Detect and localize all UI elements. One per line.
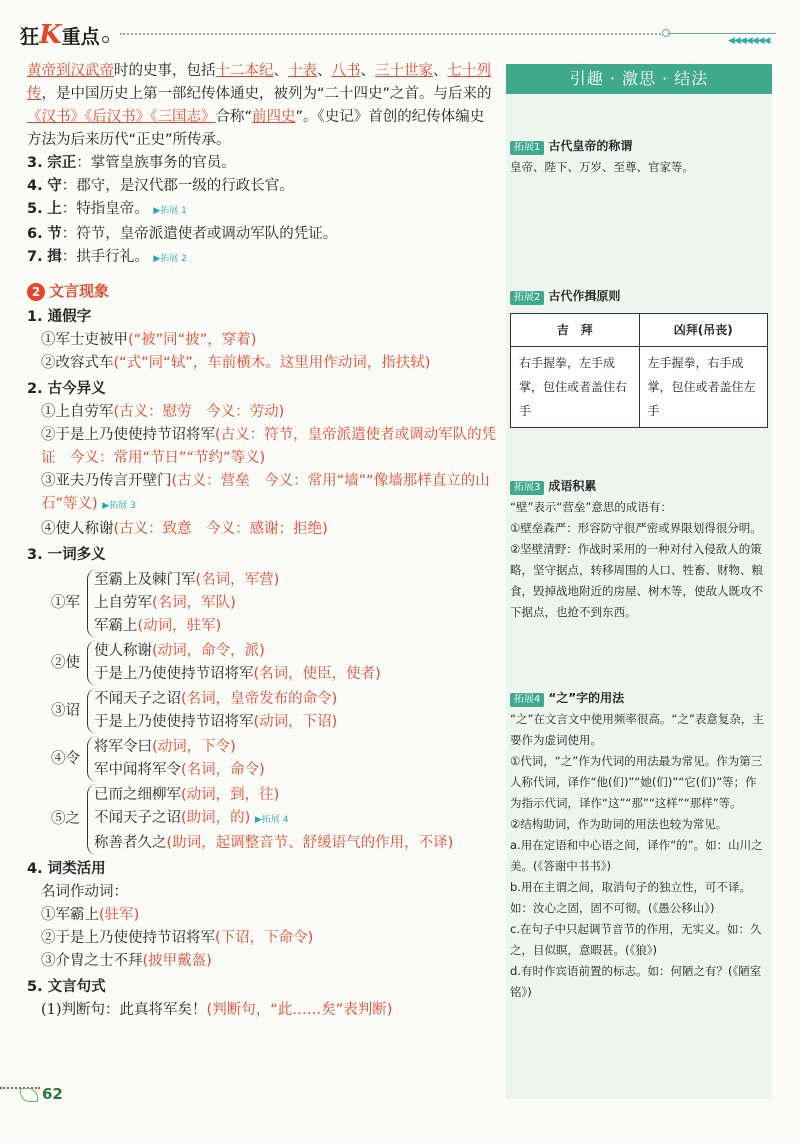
sidebar-banner: 引趣 · 激思 · 结法: [506, 64, 772, 94]
polysemy-row: 使人称谢(动词，命令，派): [94, 643, 265, 659]
subheading: 4. 词类活用: [27, 861, 106, 877]
polysemy-group: [51, 640, 497, 686]
polysemy-word: ①军: [51, 595, 80, 611]
intro-paragraph: 黄帝到汉武帝时的史事，包括十二本纪、十表、八书、三十世家、七十列传，是中国历史上第一部纪传体通史，被列为“二十四史”之首。与后来的《汉书》《后汉书》《三国志》合称“前四史”。《史记》首创的纪传体编史方法为后来历代“正史”所传承。: [27, 63, 492, 148]
example-line: ①上自劳军(古义：慰劳 今义：劳动): [41, 404, 285, 420]
polysemy-row: 军霸上(动词，驻军): [94, 618, 222, 634]
logo-char: 狂: [20, 26, 40, 48]
bow-etiquette-table: 吉 拜 凶拜(吊丧) 右手握拳，左手成掌，包住或者盖住右手 左手握拳，右手成掌，包住或者盖住左手: [510, 313, 768, 428]
logo-text: 重点: [61, 26, 100, 48]
example-line: ②于是上乃使使持节诏将军(古义：符节，皇帝派遣使者或调动军队的凭证 今义：常用“节日”“节约”等义): [41, 427, 497, 466]
polysemy-row: 上自劳军(名词，军队): [94, 595, 236, 611]
polysemy-brace: [87, 784, 453, 855]
sidebar-panel: [506, 64, 772, 1099]
logo-k: K: [39, 20, 62, 50]
brand-logo: [20, 20, 109, 50]
polysemy-brace: [87, 736, 265, 782]
extension-tag: 拓展4: [510, 693, 544, 707]
example-line: ①军霸上(驻军): [41, 907, 140, 923]
polysemy-word: ⑤之: [51, 811, 80, 827]
definition-item: 7. 揖：拱手行礼。 ▶拓展 2: [27, 249, 187, 265]
polysemy-word: ②使: [51, 654, 80, 671]
example-line: (1)判断句：此真将军矣！(判断句，“此……矣”表判断): [41, 1002, 393, 1018]
polysemy-row: 已而之细柳军(动词，到，往): [94, 787, 280, 803]
example-line: ②改容式车(“式”同“轼”，车前横木。这里用作动词，指扶轼): [41, 355, 431, 371]
definition-item: 4. 守：郡守，是汉代郡一级的行政长官。: [27, 178, 294, 194]
example-line: ①军士吏被甲(“被”同“披”，穿着): [41, 332, 257, 348]
definition-item: 6. 节：符节，皇帝派遣使者或调动军队的凭证。: [27, 226, 338, 242]
extension-box-4: 拓展4 “之”字的用法 “之”在文言文中使用频率很高。“之”表意复杂，主要作为虚词使用。 ①代词，“之”作为代词的用法最为常见。作为第三人称代词，译作“他(们)”“她(们)”“它(们)”等；作为指示代词，译作“这”“那”“这样”“那样”等。 ②结构助词，作为助词的用法也较为常见。 a.用在定语和中心语之间，译作“的”。如：山川之美。(《答谢中书书》) b.用在主谓之间，取消句子的独立性，可不译。如：汝心之固，固不可彻。(《愚公移山》) c.在句子中只起调节音节的作用，无实义。如：久之，目似瞑，意暇甚。(《狼》) d.有时作宾语前置的标志。如：何陋之有？(《陋室铭》): [510, 691, 764, 999]
polysemy-row: 于是上乃使使持节诏将军(动词，下诏): [94, 714, 338, 730]
page-number: 62: [42, 1085, 63, 1103]
extension-tag: 拓展2: [510, 291, 544, 305]
extension-link[interactable]: ▶拓展 4: [254, 815, 289, 825]
polysemy-row: 军中闻将军令(名词，命令): [94, 762, 265, 778]
polysemy-word: ④令: [51, 750, 80, 767]
polysemy-row: 不闻天子之诏(助词，的) ▶拓展 4: [94, 810, 289, 826]
left-column: [27, 60, 497, 1022]
polysemy-word: ③诏: [51, 702, 80, 719]
section-badge-icon: 2: [27, 283, 45, 301]
subheading: 2. 古今异义: [27, 381, 106, 397]
definition-item: 5. 上：特指皇帝。 ▶拓展 1: [27, 201, 187, 217]
header-dotted-rule: [120, 33, 665, 35]
polysemy-group: [51, 569, 497, 638]
polysemy-row: 称善者久之(助词，起调整音节、舒缓语气的作用，不译): [94, 835, 454, 851]
polysemy-brace: [87, 569, 279, 638]
extension-box-3: 拓展3 成语积累 “壁”表示“营垒”意思的成语有： ①壁垒森严：形容防守很严密或界限划得很分明。 ②坚壁清野：作战时采用的一种对付入侵敌人的策略，坚守据点，转移周围的人口、牲畜、财物、粮食，毁掉战地附近的房屋、树木等，使敌人既攻不下据点，也抢不到东西。: [510, 479, 763, 619]
example-line: ④使人称谢(古义：致意 今义：感谢；拒绝): [41, 521, 328, 537]
example-line: ③介胄之士不拜(披甲戴盔): [41, 953, 212, 969]
extension-link[interactable]: ▶拓展 2: [153, 254, 187, 264]
extension-tag: 拓展1: [510, 141, 544, 155]
leaf-icon: [20, 1088, 38, 1102]
example-line: ③亚夫乃传言开壁门(古义：营垒 今义：常用“墙”“像墙那样直立的山石”等义) ▶拓展 3: [41, 473, 490, 512]
polysemy-group: [51, 784, 497, 855]
header-arrows-icon: ◀◀◀◀◀◀◀: [728, 36, 770, 46]
definition-item: 3. 宗正：掌管皇族事务的官员。: [27, 155, 236, 171]
section-heading: 2 文言现象: [27, 280, 497, 303]
polysemy-row: 不闻天子之诏(名词，皇帝发布的命令): [94, 691, 338, 707]
subheading: 1. 通假字: [27, 309, 92, 325]
header-rule: [668, 33, 776, 34]
polysemy-row: 将军令曰(动词，下令): [94, 739, 236, 755]
extension-box-2: 拓展2 古代作揖原则 吉 拜 凶拜(吊丧) 右手握拳，左手成掌，包住或者盖住右手 左手握拳，右手成掌，包住或者盖住左手: [510, 286, 768, 428]
polysemy-brace: [87, 688, 337, 734]
extension-box-1: 拓展1 古代皇帝的称谓 皇帝、陛下、万岁、至尊、官家等。: [510, 139, 694, 174]
polysemy-group: [51, 736, 497, 782]
subheading: 5. 文言句式: [27, 979, 106, 995]
example-line: 名词作动词：: [41, 884, 128, 900]
example-line: ②于是上乃使使持节诏将军(下诏，下命令): [41, 930, 314, 946]
polysemy-row: 至霸上及棘门军(名词，军营): [94, 572, 280, 588]
polysemy-groups: [27, 569, 497, 855]
polysemy-brace: [87, 640, 381, 686]
extension-link[interactable]: ▶拓展 1: [153, 206, 187, 216]
extension-link[interactable]: ▶拓展 3: [102, 501, 136, 511]
polysemy-row: 于是上乃使使持节诏将军(名词，使臣，使者): [94, 666, 381, 682]
logo-dot-icon: [102, 36, 109, 43]
subheading: 3. 一词多义: [27, 547, 106, 563]
extension-tag: 拓展3: [510, 481, 544, 495]
polysemy-group: [51, 688, 497, 734]
